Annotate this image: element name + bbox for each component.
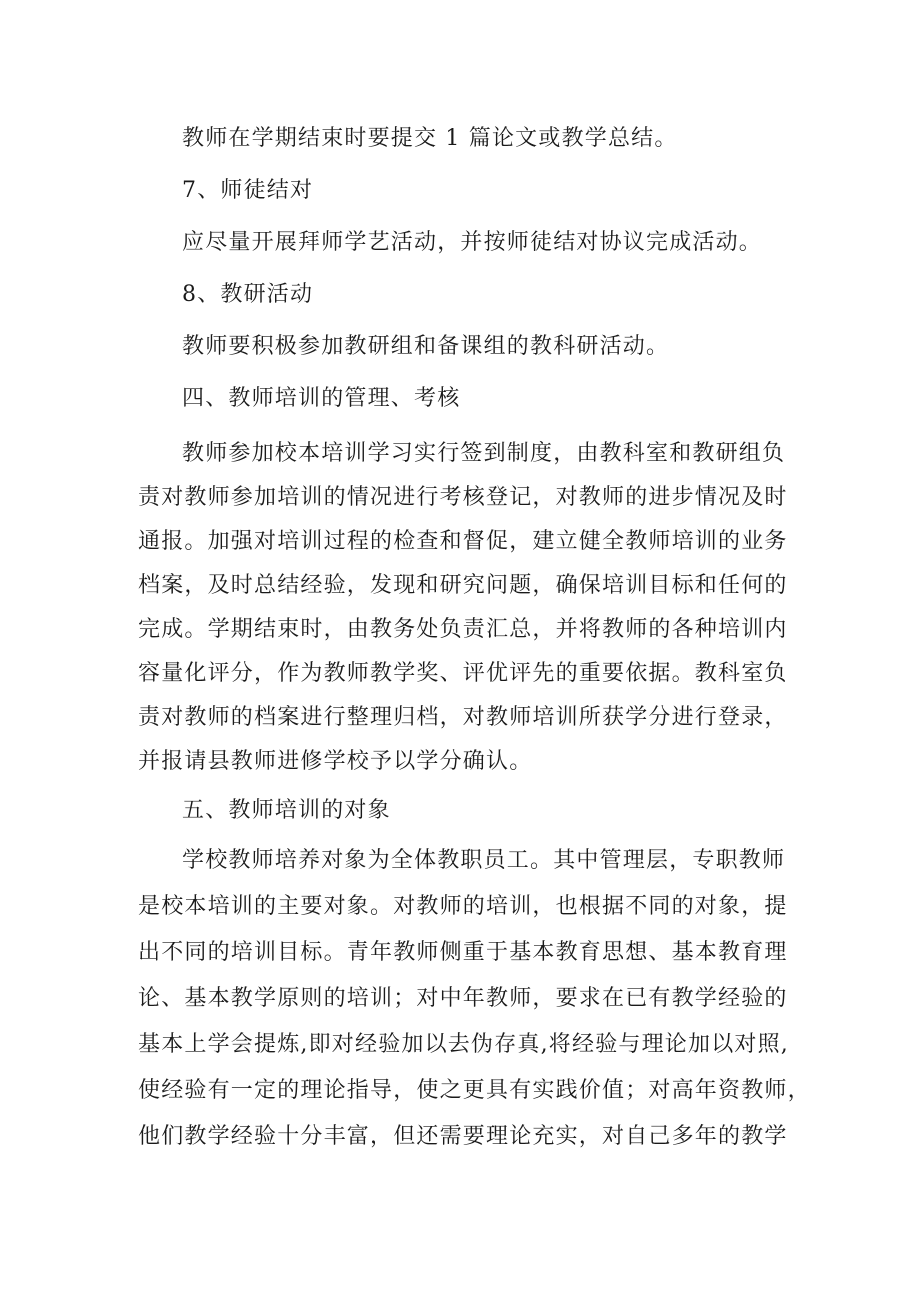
paragraph-line: 基本上学会提炼,即对经验加以去伪存真,将经验与理论加以对照, xyxy=(138,1032,789,1057)
targets-paragraph xyxy=(138,838,811,1160)
paragraph-line: 责对教师的档案进行整理归档，对教师培训所获学分进行登录， xyxy=(138,705,788,730)
paragraph-line: 通报。加强对培训过程的检查和督促，建立健全教师培训的业务 xyxy=(138,529,788,554)
paragraph-line: 出不同的培训目标。青年教师侧重于基本教育思想、基本教育理 xyxy=(138,940,788,965)
paragraph-line: 论、基本教学原则的培训；对中年教师，要求在已有教学经验的 xyxy=(138,986,788,1011)
paragraph-line: 教师要积极参加教研组和备课组的教科研活动。 xyxy=(182,334,670,359)
paragraph-line: 是校本培训的主要对象。对教师的培训，也根据不同的对象，提 xyxy=(138,894,788,919)
paragraph-line: 教师参加校本培训学习实行签到制度，由教科室和教研组负 xyxy=(182,441,786,466)
document-page xyxy=(138,120,811,1160)
paragraph-line: 责对教师参加培训的情况进行考核登记，对教师的进步情况及时 xyxy=(138,485,788,510)
section-heading: 五、教师培训的对象 xyxy=(182,798,391,823)
paragraph-line: 教师在学期结束时要提交 1 篇论文或教学总结。 xyxy=(182,126,678,151)
section-heading: 8、教研活动 xyxy=(182,282,314,307)
paragraph-line: 他们教学经验十分丰富，但还需要理论充实，对自己多年的教学 xyxy=(138,1124,788,1149)
paragraph-line: 学校教师培养对象为全体教职员工。其中管理层，专职教师 xyxy=(182,848,786,873)
paragraph-line: 档案，及时总结经验，发现和研究问题，确保培训目标和任何的 xyxy=(138,573,788,598)
section-heading: 四、教师培训的管理、考核 xyxy=(182,386,461,411)
management-paragraph xyxy=(138,432,798,784)
paragraph-line: 并报请县教师进修学校予以学分确认。 xyxy=(138,749,533,774)
paragraph-line: 容量化评分，作为教师教学奖、评优评先的重要依据。教科室负 xyxy=(138,661,788,686)
section-heading: 7、师徒结对 xyxy=(182,178,314,203)
paragraph-line: 应尽量开展拜师学艺活动，并按师徒结对协议完成活动。 xyxy=(182,230,763,255)
paragraph-line: 完成。学期结束时，由教务处负责汇总，并将教师的各种培训内 xyxy=(138,617,788,642)
paragraph-line: 使经验有一定的理论指导，使之更具有实践价值；对高年资教师， xyxy=(138,1078,811,1103)
